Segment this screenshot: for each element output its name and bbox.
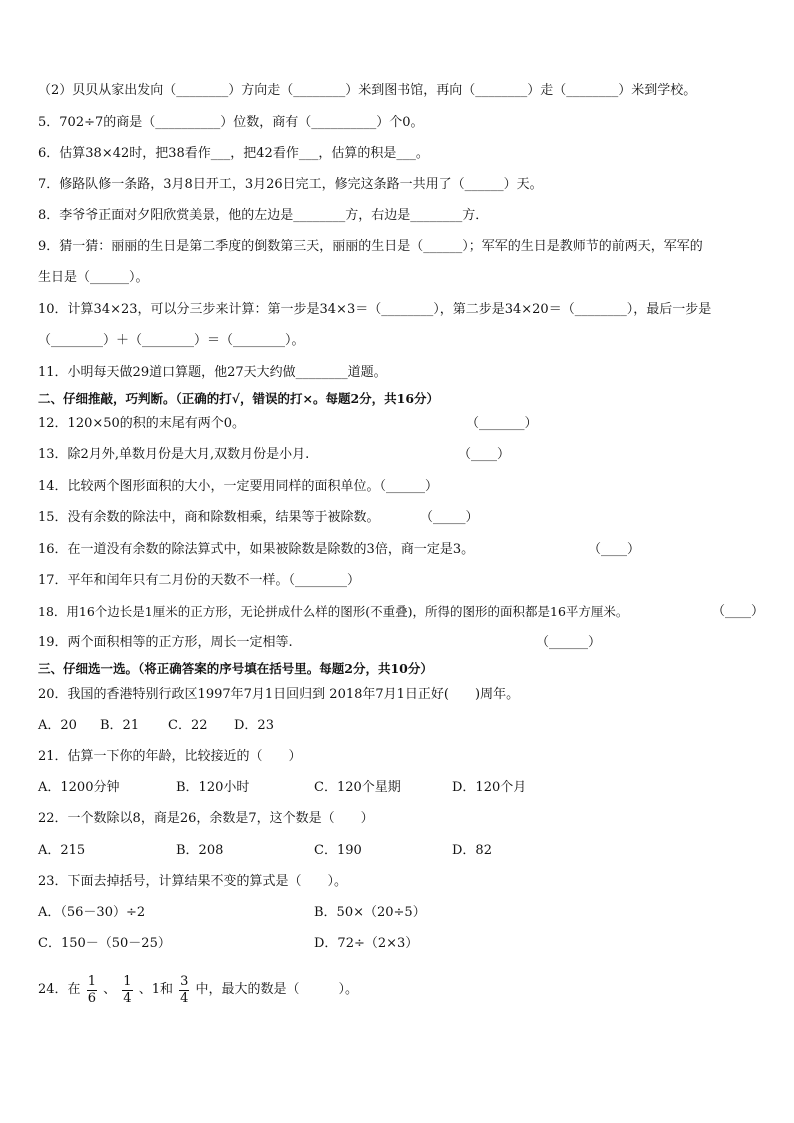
- answer-blank: （_____）: [420, 510, 479, 525]
- option-b: B．21: [100, 718, 140, 733]
- question-9-cont: 生日是（______）。: [38, 270, 149, 285]
- question-24: 24．在 $\frac{1}{6}$ 、 $\frac{1}{4}$ 、1和 $\frac{3}{4}$ 中，最大的数是（ ）。: [38, 973, 359, 1006]
- option-a: A．20: [38, 718, 77, 733]
- option-d: D．23: [234, 718, 274, 733]
- question-11: 11．小明每天做29道口算题，他27天大约做________道题。: [38, 365, 387, 380]
- answer-blank: （______）: [536, 635, 602, 650]
- option-b: B．208: [176, 843, 224, 858]
- option-d: D．120个月: [452, 780, 527, 795]
- question-5: 5．702÷7的商是（__________）位数，商有（__________）个0。: [38, 115, 424, 130]
- question-17: 17．平年和闰年只有二月份的天数不一样。（________）: [38, 573, 361, 588]
- question-10: 10．计算34×23，可以分三步来计算：第一步是34×3＝（________），第二步是34×20＝（________），最后一步是: [38, 302, 712, 317]
- option-d: D．72÷（2×3）: [314, 936, 419, 951]
- question-9: 9．猜一猜：丽丽的生日是第二季度的倒数第三天，丽丽的生日是（______）；军军的生日是教师节的前两天，军军的: [38, 239, 703, 254]
- question-18: 18．用16个边长是1厘米的正方形，无论拼成什么样的图形(不重叠)，所得的图形的面积都是16平方厘米。 （____）: [38, 604, 765, 619]
- question-22: 22．一个数除以8，商是26，余数是7，这个数是（ ）: [38, 811, 374, 826]
- question-13: 13．除2月外,单数月份是大月,双数月份是小月. （____）: [38, 447, 511, 462]
- option-b: B．120小时: [176, 780, 250, 795]
- section-2-heading: 二、仔细推敲，巧判断。（正确的打√，错误的打×。每题2分，共16分）: [38, 391, 440, 406]
- option-d: D．82: [452, 843, 492, 858]
- fraction-one-sixth: $\frac{1}{6}$: [87, 973, 96, 1006]
- question-7: 7．修路队修一条路，3月8日开工，3月26日完工，修完这条路一共用了（______）天。: [38, 177, 543, 192]
- question-15: 15．没有余数的除法中，商和除数相乘，结果等于被除数。 （_____）: [38, 510, 479, 525]
- question-8: 8．李爷爷正面对夕阳欣赏美景，他的左边是________方，右边是________方．: [38, 208, 489, 223]
- question-23: 23．下面去掉括号，计算结果不变的算式是（ ）。: [38, 874, 348, 889]
- answer-blank: （____）: [458, 447, 511, 462]
- option-c: C．22: [168, 718, 208, 733]
- answer-blank: （____）: [588, 542, 641, 557]
- question-10-cont: （________）＋（________）＝（________）。: [38, 333, 305, 348]
- question-19: 19．两个面积相等的正方形，周长一定相等. （______）: [38, 635, 602, 650]
- option-a: A．215: [38, 843, 86, 858]
- question-14: 14．比较两个图形面积的大小，一定要用同样的面积单位。（______）: [38, 479, 439, 494]
- option-a: A．1200分钟: [38, 780, 120, 795]
- fraction-three-quarters: $\frac{3}{4}$: [180, 973, 189, 1006]
- option-b: B．50×（20÷5）: [314, 905, 426, 920]
- option-a: A．（56－30）÷2: [38, 905, 146, 920]
- answer-blank: （_______）: [466, 416, 538, 431]
- option-c: C．150－（50－25）: [38, 936, 171, 951]
- question-6: 6．估算38×42时，把38看作___，把42看作___，估算的积是___。: [38, 146, 429, 161]
- option-c: C．120个星期: [314, 780, 401, 795]
- question-4-part-2: （2）贝贝从家出发向（________）方向走（________）米到图书馆，再向（________）走（________）米到学校。: [38, 83, 697, 98]
- question-20: 20．我国的香港特别行政区1997年7月1日回归到 2018年7月1日正好( )周年。: [38, 687, 520, 702]
- answer-blank: （____）: [712, 604, 765, 619]
- option-c: C．190: [314, 843, 362, 858]
- question-12: 12．120×50的积的末尾有两个0。 （_______）: [38, 416, 538, 431]
- question-16: 16．在一道没有余数的除法算式中，如果被除数是除数的3倍，商一定是3。 （____）: [38, 542, 641, 557]
- section-3-heading: 三、仔细选一选。（将正确答案的序号填在括号里。每题2分，共10分）: [38, 661, 433, 676]
- question-21: 21．估算一下你的年龄，比较接近的（ ）: [38, 749, 302, 764]
- fraction-one-quarter: $\frac{1}{4}$: [123, 973, 132, 1006]
